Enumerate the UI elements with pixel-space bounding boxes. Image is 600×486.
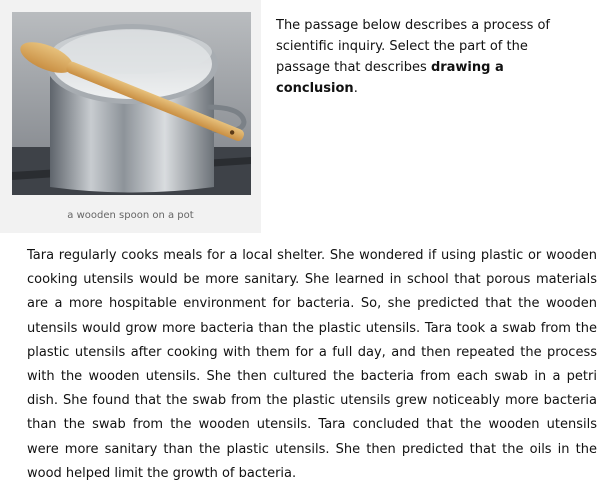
passage-sentence[interactable]: So, she predicted that the wooden utensils would grow more bacteria than the plastic utensils.: [27, 296, 597, 336]
prompt-text: The passage below describes a process of scientific inquiry. Select the part of the passage that describes: [276, 18, 551, 75]
passage-sentence[interactable]: She wondered if using plastic or wooden cooking utensils would be more sanitary.: [27, 248, 597, 288]
prompt-emphasis: drawing a conclusion: [276, 60, 504, 96]
passage-sentence[interactable]: She learned in school that porous materials are a more hospitable environment for bacteria.: [27, 272, 597, 312]
pot-spoon-photo: [12, 12, 251, 195]
figure-panel: [0, 0, 261, 233]
passage-sentence[interactable]: She then cultured the bacteria from each swab in a petri dish.: [27, 369, 597, 409]
figure-caption: a wooden spoon on a pot: [67, 210, 194, 221]
passage-sentence[interactable]: Tara took a swab from the plastic utensils after cooking with them for a full day, and then repeated the process with the wooden utensils.: [27, 320, 597, 385]
passage-sentence[interactable]: She found that the swab from the plastic utensils grew noticeably more bacteria than the swab from the wooden utensils.: [27, 393, 597, 433]
passage-sentence[interactable]: Tara concluded that the wooden utensils were more sanitary than the plastic utensils.: [27, 417, 597, 457]
question-prompt: [276, 15, 576, 99]
prompt-period: .: [353, 81, 358, 96]
passage-sentence[interactable]: Tara regularly cooks meals for a local shelter.: [27, 248, 326, 263]
passage: [27, 244, 597, 486]
passage-sentence[interactable]: She then predicted that the oils in the wood helped limit the growth of bacteria.: [27, 441, 597, 481]
question-header: [0, 0, 600, 233]
